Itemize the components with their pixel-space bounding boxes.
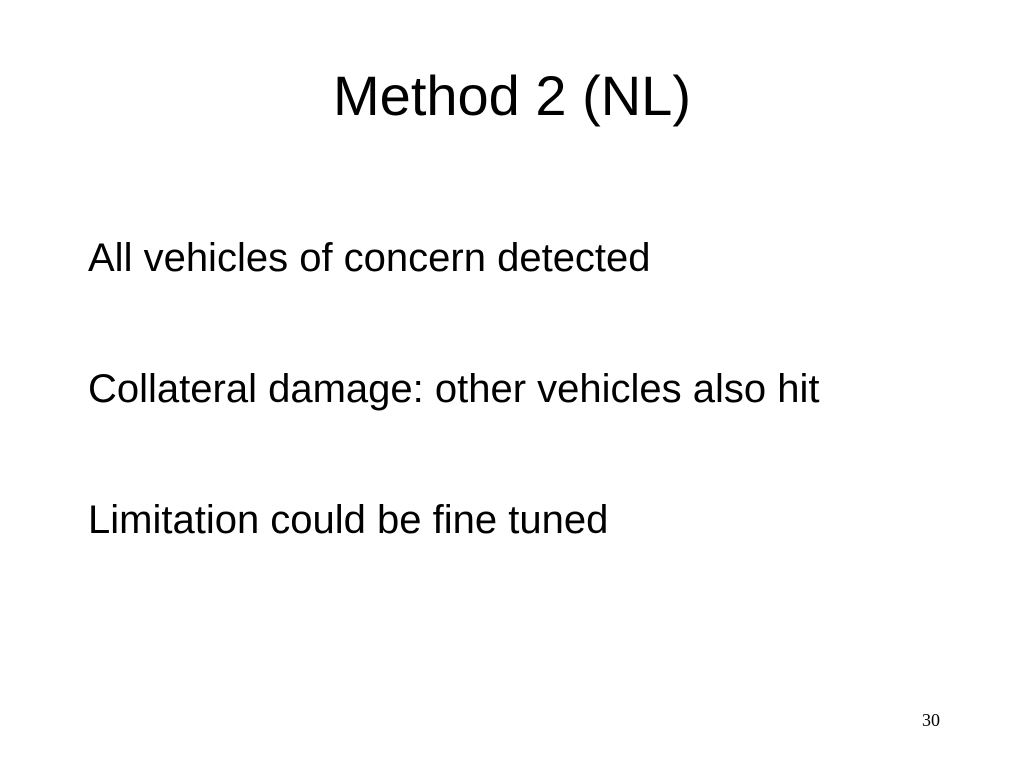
bullet-list — [88, 230, 988, 623]
bullet-item: Collateral damage: other vehicles also hit — [88, 367, 820, 411]
bullet-item: Limitation could be fine tuned — [88, 498, 609, 542]
slide-title: Method 2 (NL) — [333, 64, 691, 127]
page-number: 30 — [922, 710, 940, 730]
bullet-item: All vehicles of concern detected — [88, 236, 651, 280]
